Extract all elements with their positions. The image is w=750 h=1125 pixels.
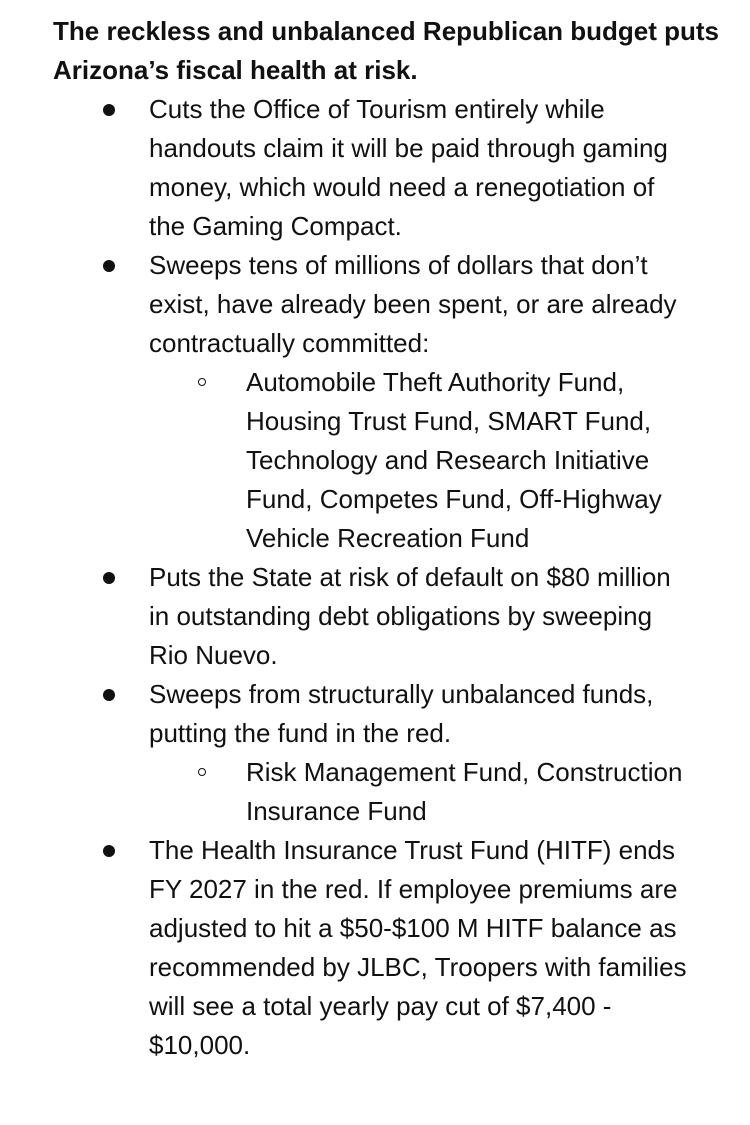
list-item-unbalanced-funds: [0, 675, 694, 831]
list-item-text: Cuts the Office of Tourism entirely while handouts claim it will be paid through gaming money, which would need a renegotiation of the Gaming Compact.: [149, 94, 668, 241]
sub-list-item-risk-funds: [246, 753, 686, 831]
list-item-text: Puts the State at risk of default on $80 million in outstanding debt obligations by sweeping Rio Nuevo.: [149, 562, 671, 670]
bullet-icon: [103, 572, 115, 584]
sub-list-item-funds: [246, 363, 686, 558]
sub-list: [149, 363, 694, 558]
circle-bullet-icon: [198, 768, 206, 776]
list-item-text: The Health Insurance Trust Fund (HITF) ends FY 2027 in the red. If employee premiums are adjusted to hit a $50-$100 M HITF balance as recommended by JLBC, Troopers with families will see a total yearly pay cut of $7,400 - $10,000.: [149, 835, 687, 1060]
list-item-text: Sweeps tens of millions of dollars that don’t exist, have already been spent, or are already contractually committed:: [149, 250, 677, 358]
list-item-text: Sweeps from structurally unbalanced funds, putting the fund in the red.: [149, 679, 654, 748]
list-item-hitf: [0, 831, 694, 1065]
sub-list-item-text: Risk Management Fund, Construction Insurance Fund: [246, 757, 683, 826]
bullet-icon: [103, 260, 115, 272]
sub-list-item-text: Automobile Theft Authority Fund, Housing Trust Fund, SMART Fund, Technology and Research Initiative Fund, Competes Fund, Off-Highway Vehicle Recreation Fund: [246, 367, 662, 553]
list-item-tourism: [0, 90, 694, 246]
bullet-icon: [103, 845, 115, 857]
sub-list: [149, 753, 694, 831]
list-item-sweeps: [0, 246, 694, 558]
circle-bullet-icon: [198, 378, 206, 386]
bullet-list: [0, 90, 750, 1065]
list-item-rio-nuevo: [0, 558, 694, 675]
bullet-icon: [103, 689, 115, 701]
document-heading: The reckless and unbalanced Republican budget puts Arizona’s fiscal health at risk.: [53, 16, 720, 85]
bullet-icon: [103, 104, 115, 116]
